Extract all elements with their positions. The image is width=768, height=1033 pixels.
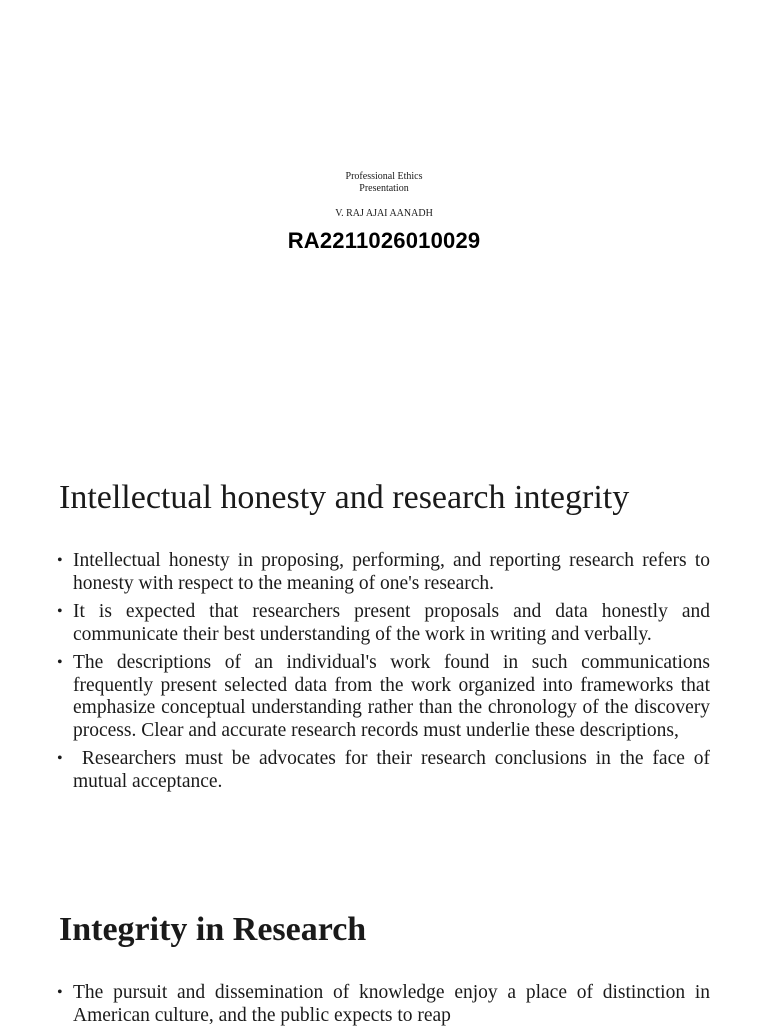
bullet-symbol: • bbox=[57, 654, 63, 671]
presentation-title-line-1: Professional Ethics bbox=[345, 171, 423, 182]
bullet-symbol: • bbox=[57, 552, 63, 569]
bullet-item bbox=[57, 982, 710, 1027]
bullet-item bbox=[57, 748, 715, 793]
registration-number: RA2211026010029 bbox=[287, 228, 481, 253]
bullet-list bbox=[57, 550, 715, 799]
bullet-text: The pursuit and dissemination of knowledge enjoy a place of distinction in American culture, and the public expects to reap bbox=[73, 982, 710, 1026]
bullet-symbol: • bbox=[57, 603, 63, 620]
title-slide bbox=[0, 0, 768, 430]
author-name: V. RAJ AJAI AANADH bbox=[335, 208, 433, 219]
bullet-symbol: • bbox=[57, 750, 63, 767]
bullet-item bbox=[57, 601, 710, 646]
bullet-symbol: • bbox=[57, 984, 63, 1001]
slide-heading: Intellectual honesty and research integrity bbox=[59, 479, 630, 516]
title-block bbox=[0, 171, 768, 254]
slide-integrity-in-research bbox=[0, 900, 768, 1024]
presentation-title-line-2: Presentation bbox=[359, 183, 409, 194]
bullet-text: The descriptions of an individual's work found in such communications frequently present selected data from the work organized into frameworks that emphasize conceptual understanding rather than the chronology of the discovery process. Clear and accurate research records must underlie these descriptions, bbox=[73, 652, 710, 741]
bullet-item bbox=[57, 652, 710, 742]
slide-intellectual-honesty bbox=[0, 468, 768, 868]
slide-heading: Integrity in Research bbox=[59, 911, 367, 948]
bullet-text: Intellectual honesty in proposing, performing, and reporting research refers to honesty with respect to the meaning of one's research. bbox=[73, 550, 710, 594]
bullet-text: Researchers must be advocates for their research conclusions in the face of mutual acceptance. bbox=[73, 748, 715, 792]
bullet-item bbox=[57, 550, 710, 595]
bullet-list bbox=[57, 982, 710, 1033]
bullet-text: It is expected that researchers present proposals and data honestly and communicate their best understanding of the work in writing and verbally. bbox=[73, 601, 710, 645]
